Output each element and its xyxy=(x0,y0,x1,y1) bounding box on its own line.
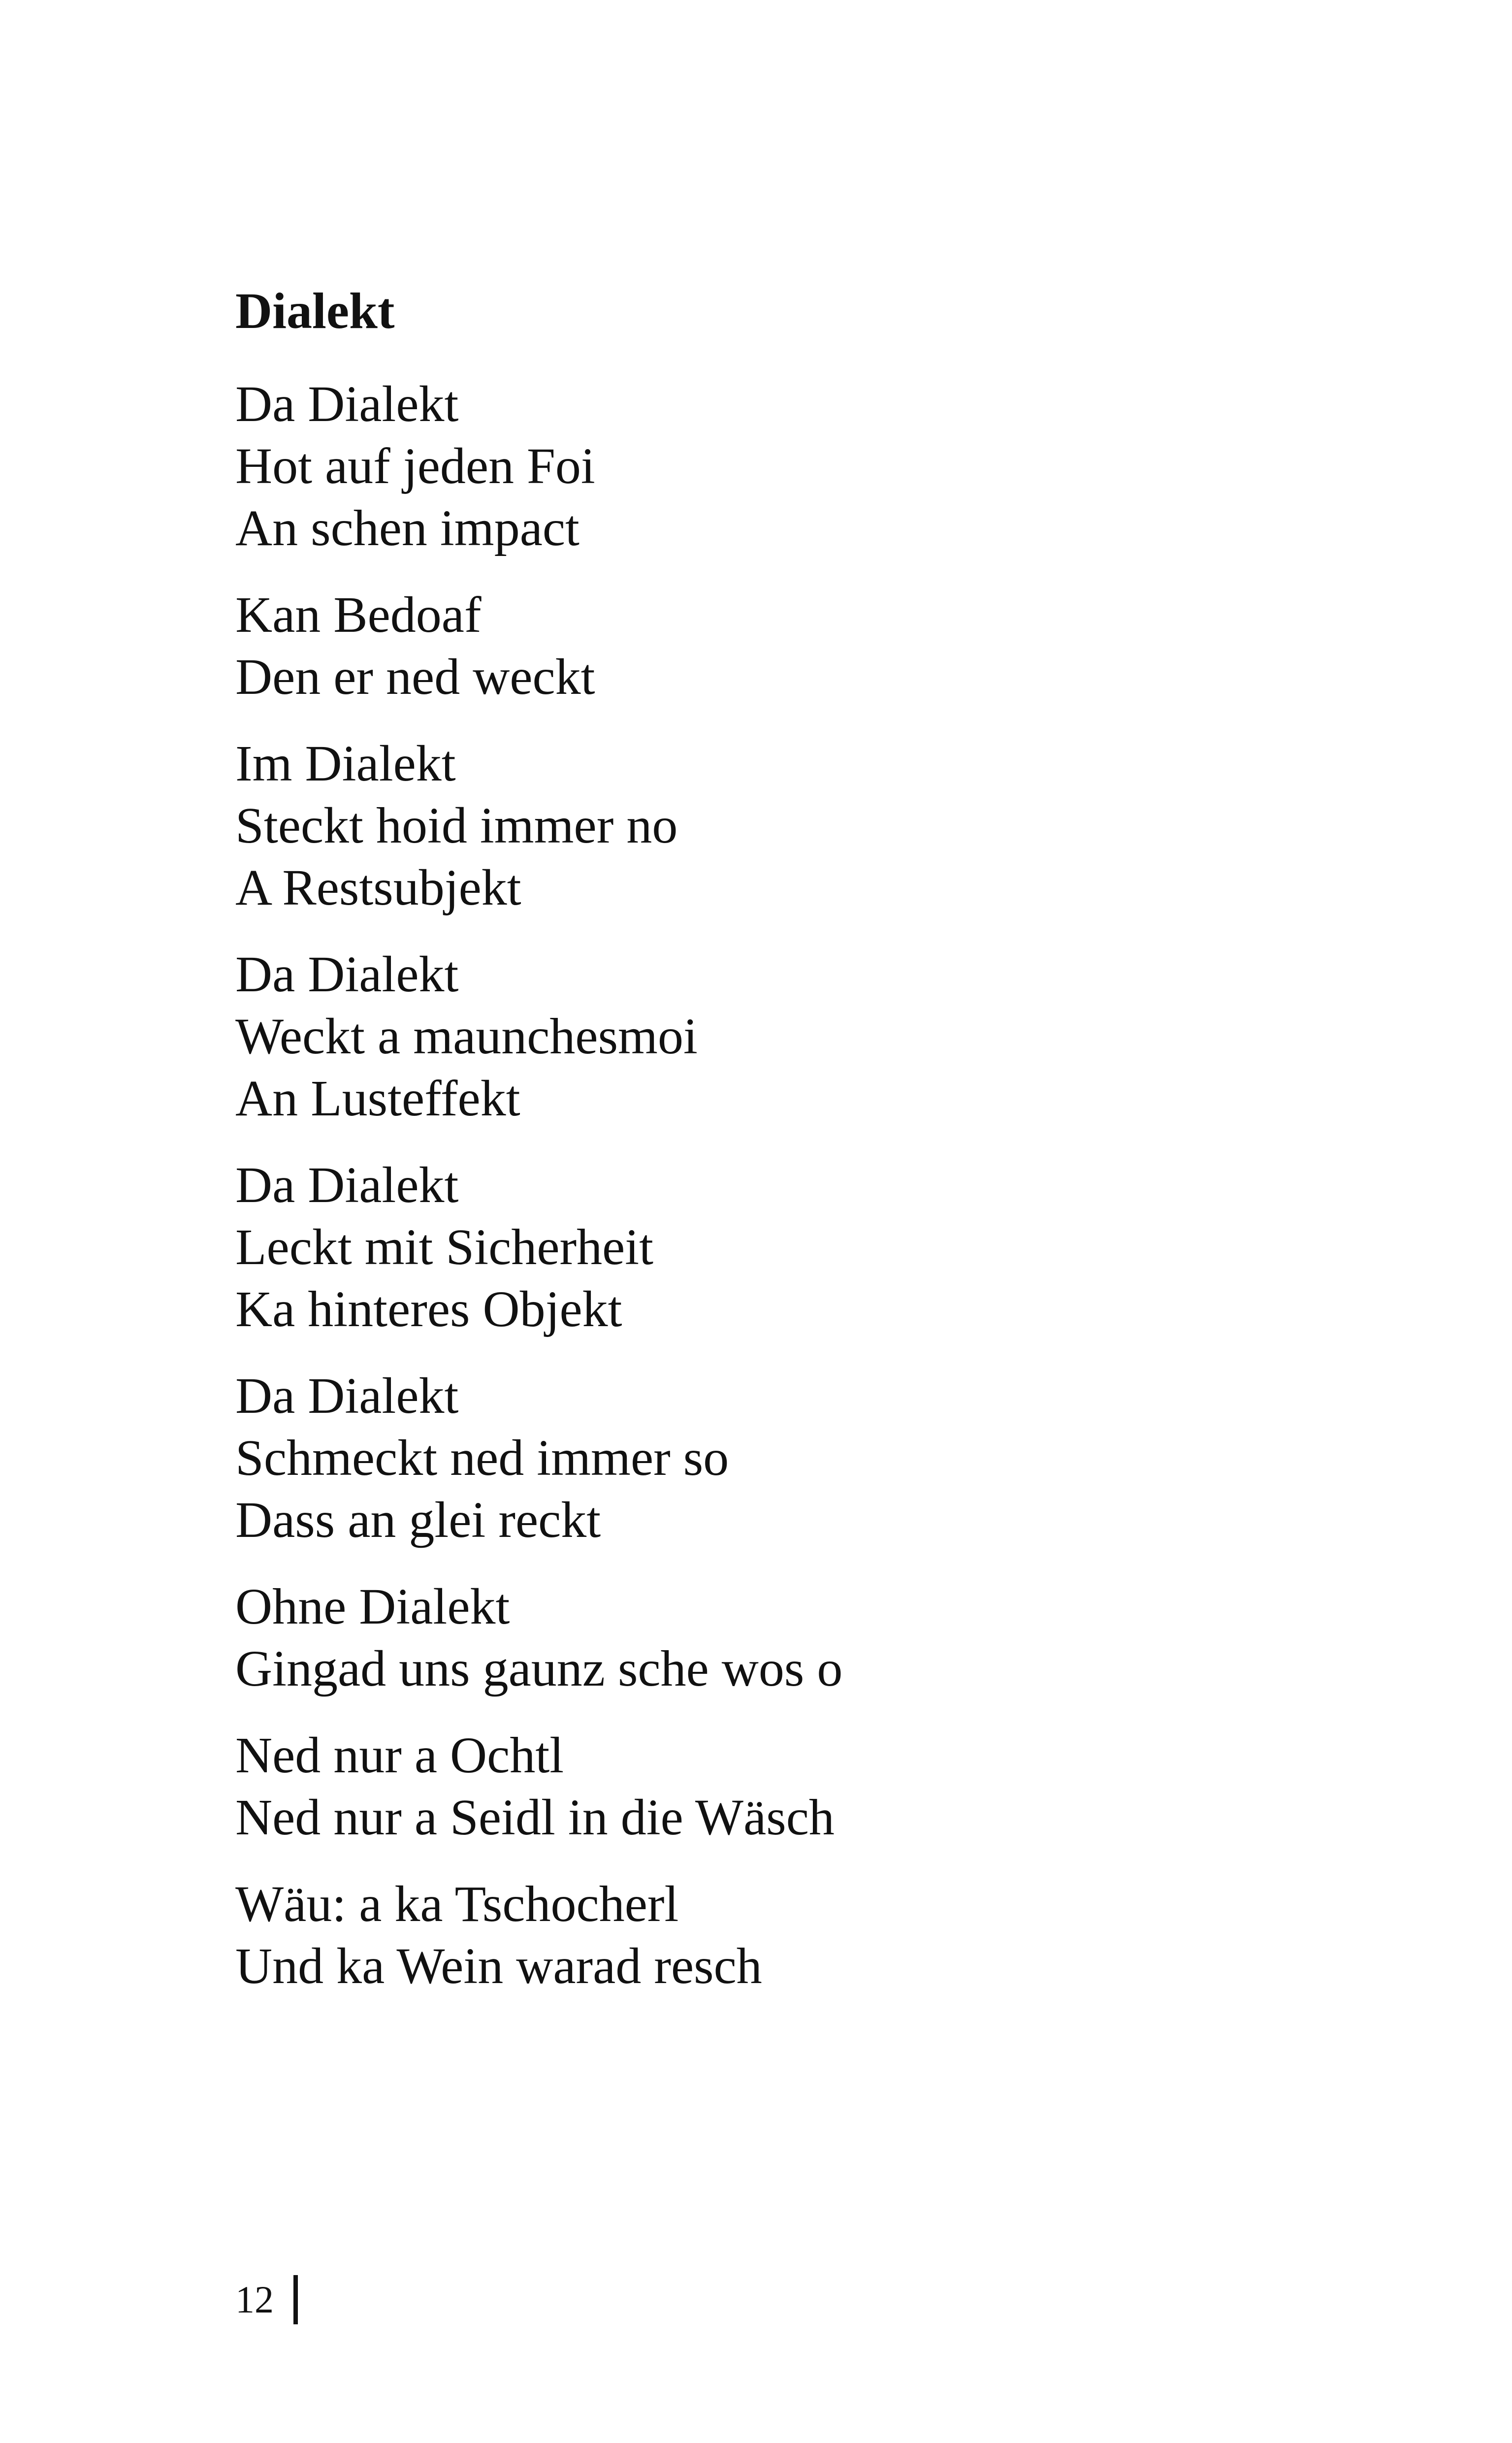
poem-line: Schmeckt ned immer so xyxy=(235,1430,729,1486)
stanza-5 xyxy=(235,1154,1319,1340)
stanza-7 xyxy=(235,1576,1319,1700)
poem-line: An schen impact xyxy=(235,500,579,556)
poem-line: Ned nur a Seidl in die Wäsch xyxy=(235,1789,835,1846)
poem xyxy=(235,283,1319,2022)
poem-line: Ka hinteres Objekt xyxy=(235,1281,622,1337)
page-footer xyxy=(235,2273,298,2327)
stanza-1 xyxy=(235,373,1319,559)
poem-line: Steckt hoid immer no xyxy=(235,797,678,854)
poem-line: Den er ned weckt xyxy=(235,649,595,705)
poem-line: A Restsubjekt xyxy=(235,859,521,916)
stanza-9 xyxy=(235,1873,1319,1997)
poem-line: Weckt a maunchesmoi xyxy=(235,1008,698,1065)
poem-line: Gingad uns gaunz sche wos o xyxy=(235,1640,843,1697)
poem-line: Kan Bedoaf xyxy=(235,586,482,643)
footer-divider xyxy=(293,2275,298,2324)
poem-line: Ned nur a Ochtl xyxy=(235,1727,564,1784)
poem-line: Und ka Wein warad resch xyxy=(235,1938,762,1994)
poem-line: Wäu: a ka Tschocherl xyxy=(235,1876,679,1932)
poem-line: Da Dialekt xyxy=(235,1157,459,1213)
stanza-2 xyxy=(235,584,1319,708)
poem-line: Da Dialekt xyxy=(235,946,459,1003)
poem-line: Da Dialekt xyxy=(235,376,459,432)
poem-line: Dass an glei reckt xyxy=(235,1492,601,1548)
stanza-3 xyxy=(235,733,1319,919)
poem-line: Da Dialekt xyxy=(235,1368,459,1424)
page-number: 12 xyxy=(235,2278,274,2321)
stanza-8 xyxy=(235,1725,1319,1849)
poem-line: Leckt mit Sicherheit xyxy=(235,1219,654,1275)
stanza-6 xyxy=(235,1365,1319,1551)
poem-line: Hot auf jeden Foi xyxy=(235,438,595,494)
stanza-4 xyxy=(235,944,1319,1130)
poem-line: Ohne Dialekt xyxy=(235,1578,510,1635)
poem-line: An Lusteffekt xyxy=(235,1070,520,1127)
poem-title: Dialekt xyxy=(235,283,395,339)
poem-line: Im Dialekt xyxy=(235,735,456,792)
